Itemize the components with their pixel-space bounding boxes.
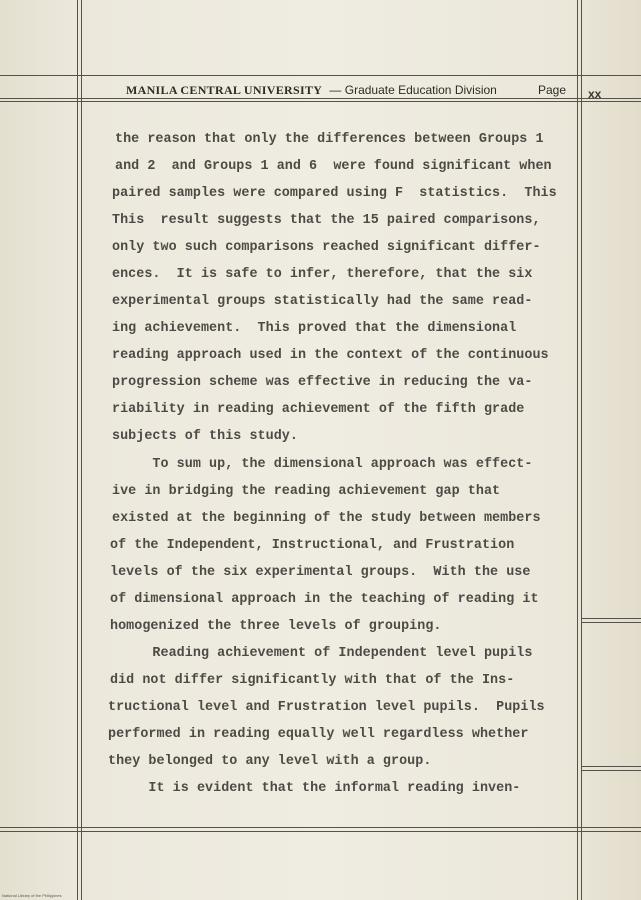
page-label: Page — [538, 83, 567, 97]
text-line: riability in reading achievement of the fifth grade — [112, 402, 525, 417]
header-rule-bottom-2 — [0, 101, 641, 102]
footer-rule-top — [0, 827, 641, 828]
left-margin-line-inner — [81, 0, 82, 900]
text-line: tructional level and Frustration level pupils. Pupils — [108, 700, 545, 715]
right-column-rule-1 — [582, 618, 641, 619]
text-line: To sum up, the dimensional approach was effect- — [112, 457, 533, 472]
footer-rule-bottom — [0, 831, 641, 832]
text-line: the reason that only the differences between Groups 1 — [115, 132, 544, 147]
text-line: existed at the beginning of the study between members — [112, 511, 541, 526]
right-column-rule-3 — [582, 766, 641, 767]
footer-credit: National Library of the Philippines — [2, 893, 62, 898]
right-column-rule-2 — [582, 622, 641, 623]
text-line: This result suggests that the 15 paired comparisons, — [112, 213, 541, 228]
text-line: It is evident that the informal reading inven- — [108, 781, 521, 796]
text-line: of dimensional approach in the teaching of reading it — [110, 592, 539, 607]
text-line: performed in reading equally well regardless whether — [108, 727, 529, 742]
right-margin-line-inner — [581, 0, 582, 900]
page-number: xx — [588, 87, 602, 101]
right-margin-line — [577, 0, 578, 900]
text-line: and 2 and Groups 1 and 6 were found significant when — [115, 159, 552, 174]
division-name: — Graduate Education Division — [329, 83, 497, 97]
page-header — [126, 83, 497, 98]
text-line: levels of the six experimental groups. With the use — [110, 565, 531, 580]
text-line: ing achievement. This proved that the dimensional — [112, 321, 517, 336]
text-line: homogenized the three levels of grouping. — [110, 619, 442, 634]
text-line: experimental groups statistically had the same read- — [112, 294, 533, 309]
right-column-rule-4 — [582, 770, 641, 771]
text-line: of the Independent, Instructional, and Frustration — [110, 538, 515, 553]
left-margin-line — [77, 0, 78, 900]
text-line: Reading achievement of Independent level pupils — [112, 646, 533, 661]
text-line: only two such comparisons reached significant differ- — [112, 240, 541, 255]
text-line: progression scheme was effective in reducing the va- — [112, 375, 533, 390]
text-line: ive in bridging the reading achievement gap that — [112, 484, 501, 499]
university-name: MANILA CENTRAL UNIVERSITY — [126, 83, 323, 97]
text-line: they belonged to any level with a group. — [108, 754, 432, 769]
text-line: ences. It is safe to infer, therefore, that the six — [112, 267, 533, 282]
text-line: did not differ significantly with that of the Ins- — [110, 673, 515, 688]
text-line: paired samples were compared using F statistics. This — [112, 186, 557, 201]
text-line: reading approach used in the context of the continuous — [112, 348, 549, 363]
header-rule-top — [0, 75, 641, 76]
text-line: subjects of this study. — [112, 429, 298, 444]
header-rule-bottom — [0, 98, 641, 99]
